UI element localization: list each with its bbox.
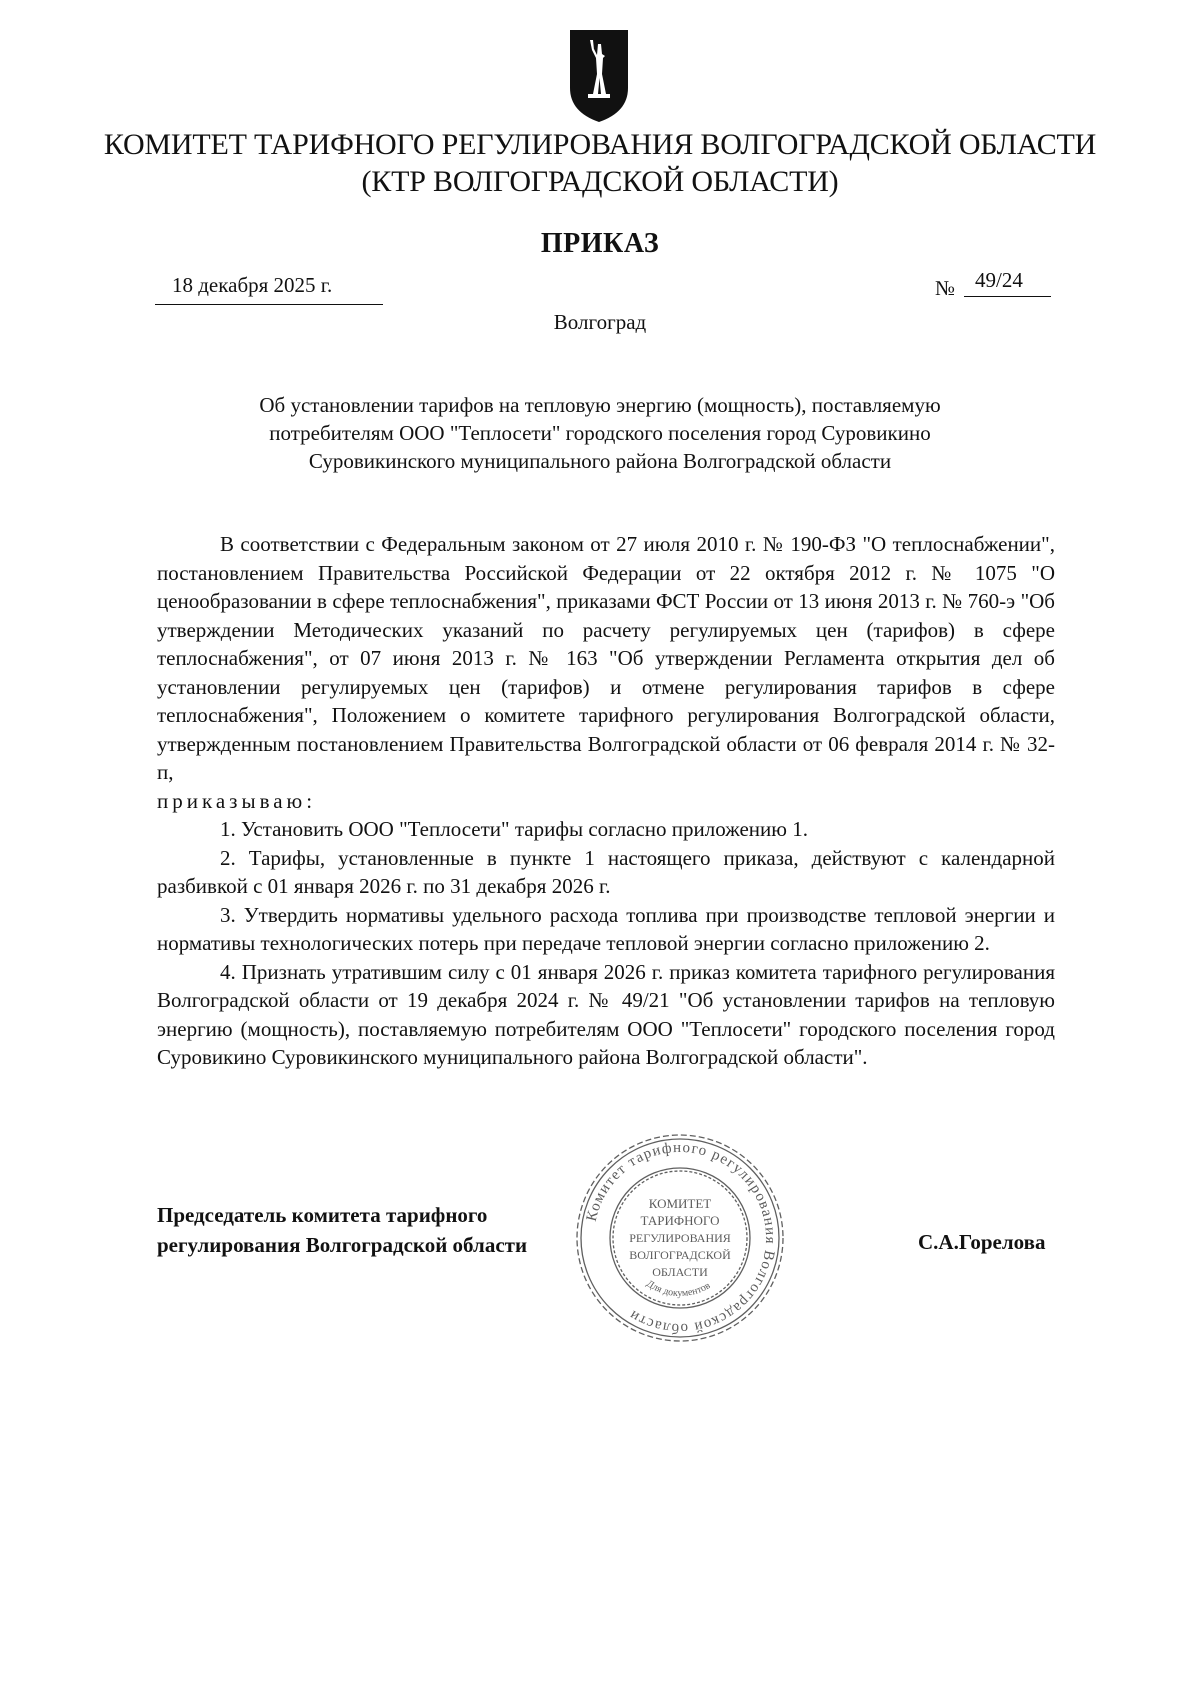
order-item: 1. Установить ООО "Теплосети" тарифы согласно приложению 1. <box>220 817 808 841</box>
volgograd-coat-of-arms-icon <box>568 28 630 124</box>
seal-center-line: ОБЛАСТИ <box>652 1265 708 1279</box>
date-underline <box>155 304 383 305</box>
document-city: Волгоград <box>553 310 647 334</box>
seal-center-line: ТАРИФНОГО <box>640 1213 720 1228</box>
document-number: 49/24 <box>975 268 1023 292</box>
document-body <box>157 530 1055 1072</box>
seal-center-line: КОМИТЕТ <box>648 1196 712 1211</box>
subject-line: потребителям ООО "Теплосети" городского поселения город Суровикино <box>269 421 931 445</box>
number-sign: № <box>935 276 956 300</box>
order-item: 2. Тарифы, установленные в пункте 1 настоящего приказа, действуют с календарной разбивкой с 01 января 2026 г. по 31 декабря 2026 г. <box>157 845 1055 898</box>
order-word: приказываю: <box>157 788 317 813</box>
document-subject <box>150 391 1050 475</box>
seal-center-line: ВОЛГОГРАДСКОЙ <box>629 1248 731 1262</box>
seal-outer-text: Комитет тарифного регулирования Волгоградской области <box>583 1139 779 1337</box>
svg-text:Для документов <box>644 1278 712 1299</box>
document-type: ПРИКАЗ <box>540 228 660 259</box>
organization-name: КОМИТЕТ ТАРИФНОГО РЕГУЛИРОВАНИЯ ВОЛГОГРАДСКОЙ ОБЛАСТИ <box>103 128 1097 161</box>
preamble-paragraph: В соответствии с Федеральным законом от 27 июля 2010 г. № 190-ФЗ "О теплоснабжении", постановлением Правительства Российской Федерации от 22 октября 2012 г. № 1075 "О ценообразовании в сфере теплоснабжения", приказами ФСТ России от 13 июня 2013 г. № 760-э "Об утверждении Методических указаний по расчету регулируемых цен (тарифов) в сфере теплоснабжения", от 07 июня 2013 г. № 163 "Об утверждении Регламента открытия дел об установлении регулируемых цен (тарифов) и отмене регулирования тарифов в сфере теплоснабжения", Положением о комитете тарифного регулирования Волгоградской области, утвержденным постановлением Правительства Волгоградской области от 06 февраля 2014 г. № 32-п, <box>157 532 1055 784</box>
signer-title-line: регулирования Волгоградской области <box>157 1233 528 1257</box>
subject-line: Об установлении тарифов на тепловую энергию (мощность), поставляемую <box>259 393 941 417</box>
seal-center-line: РЕГУЛИРОВАНИЯ <box>629 1231 731 1245</box>
signer-name: С.А.Горелова <box>918 1230 1046 1254</box>
seal-inner-text: Для документов <box>644 1278 713 1300</box>
order-item: 3. Утвердить нормативы удельного расхода топлива при производстве тепловой энергии и нормативы технологических потерь при передаче тепловой энергии согласно приложению 2. <box>157 902 1055 955</box>
number-underline <box>964 296 1051 297</box>
document-date: 18 декабря 2025 г. <box>172 273 333 297</box>
official-seal-stamp <box>570 1128 790 1348</box>
signer-title-line: Председатель комитета тарифного <box>157 1203 488 1227</box>
order-item: 4. Признать утратившим силу с 01 января 2026 г. приказ комитета тарифного регулирования Волгоградской области от 19 декабря 2024 г. № 49/21 "Об установлении тарифов на тепловую энергию (мощность), поставляемую потребителям ООО "Теплосети" городского поселения город Суровикино Суровикинского муниципального района Волгоградской области". <box>157 959 1055 1069</box>
signer-title <box>157 1200 527 1260</box>
organization-abbreviation: (КТР ВОЛГОГРАДСКОЙ ОБЛАСТИ) <box>361 165 839 198</box>
subject-line: Суровикинского муниципального района Волгоградской области <box>308 449 892 473</box>
